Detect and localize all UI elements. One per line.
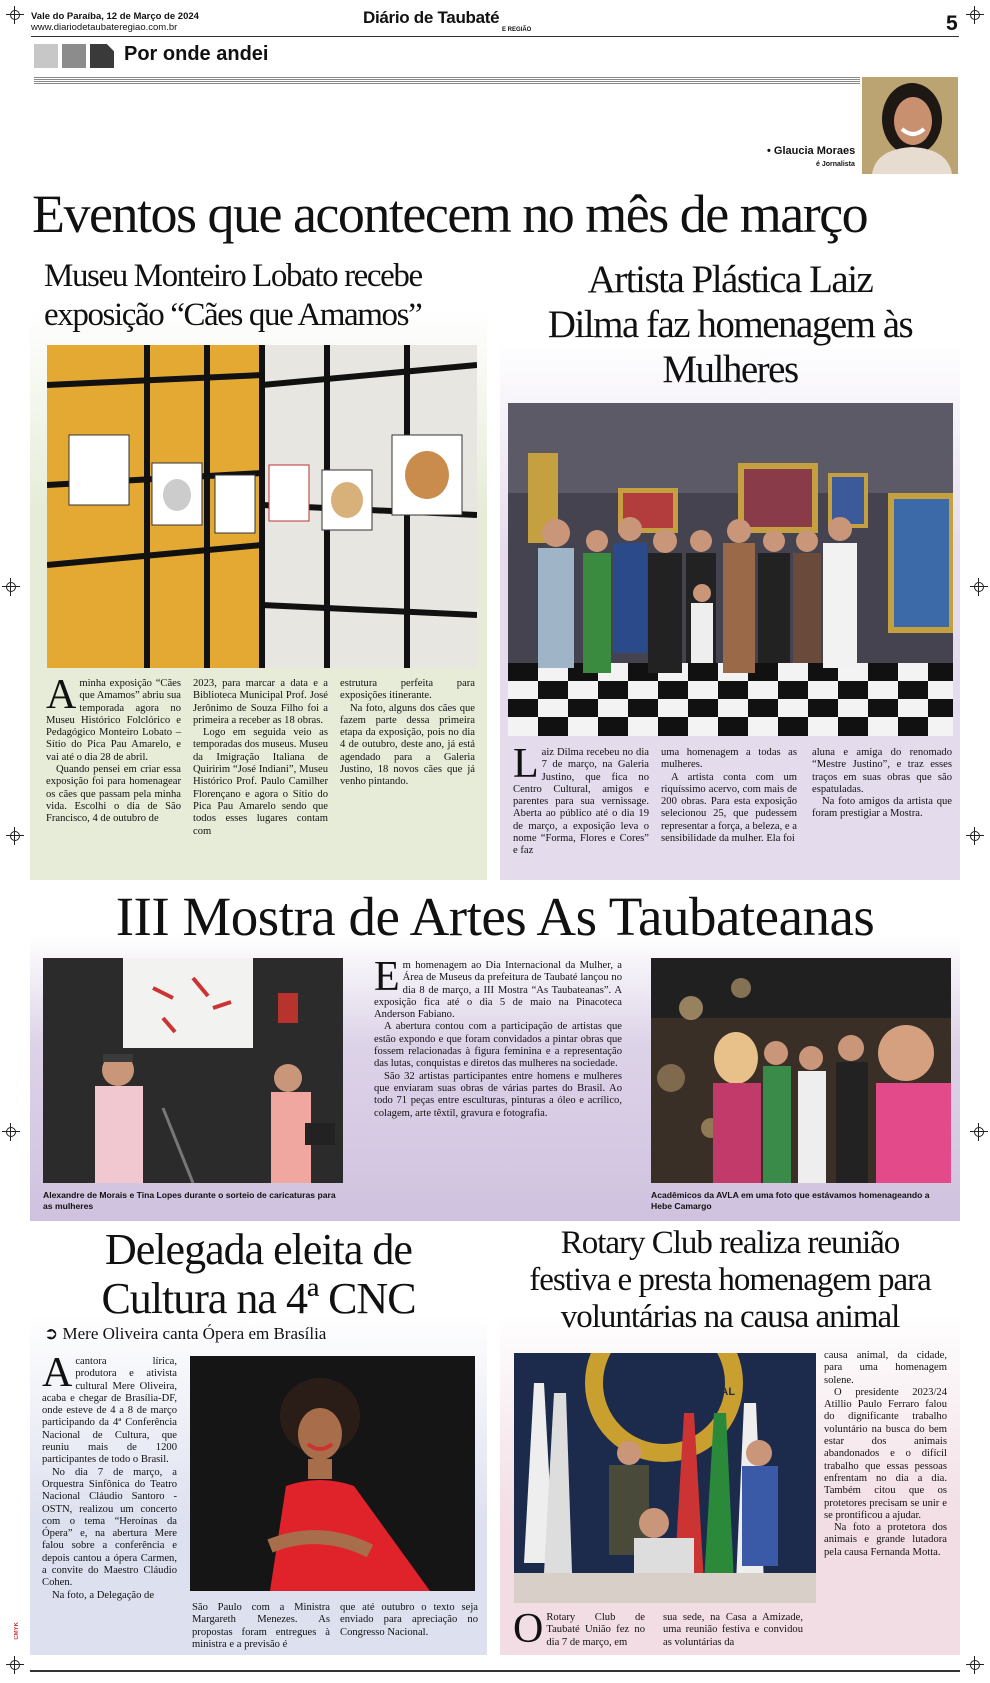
museu-headline: Museu Monteiro Lobato recebe exposição “Cães que Amamos” xyxy=(44,258,422,333)
masthead-sub: E REGIÃO xyxy=(502,27,532,33)
delegada-col-1: A cantora lírica, produtora e ativista cultural Mere Oliveira, acaba e chegar de Brasília-DF, onde esteve de 4 a 8 de março participando da 4ª Conferência Nacional de Cultura, que reuniu mais de 1200 participantes de todo o Brasil. No dia 7 de março, a Orquestra Sinfônica do Teatro Nacional Cláudio Santoro - OSTN, realizou um concerto com o tema “Heroínas da Ópera” e, na abertura Mere falou sobre a conferência e depois cantou a ópera Carmen, a convite do Maestro Cláudio Cohen. Na foto, a Delegação de xyxy=(42,1350,177,1601)
museu-dropcap: A xyxy=(46,672,77,718)
delegada-kicker: ➲ Mere Oliveira canta Ópera em Brasília xyxy=(44,1324,327,1343)
registration-mark xyxy=(966,1656,984,1674)
columnist-name: • Glaucia Moraes xyxy=(767,145,856,157)
section-title: Por onde andei xyxy=(124,43,269,65)
museu-col-1: A minha exposição “Cães que Amamos” abriu sua temporada agora no Museu Histórico Folclórico e Pedagógico Monteiro Lobato – Sítio do Pica Pau Amarelo, e vai até o dia 28 de abril. Quando pensei em criar essa exposição foi para homenagear os cães que passam pela minha vida. Escolhi o dia de São Francisco, 4 de outubro de xyxy=(46,672,181,825)
rotary-photo xyxy=(514,1353,816,1603)
museu-photo xyxy=(47,345,477,668)
laiz-col-3: aluna e amiga do renomado “Mestre Justino”, e traz esses traços em suas obras que são espatuladas. Na foto amigos da artista que foram prestigiar a Mostra. xyxy=(812,747,952,820)
museu-col-2: 2023, para marcar a data e a Biblioteca Municipal Prof. José Jerônimo de Souza Filho foi a primeira a receber as 18 obras. Logo em seguida veio as temporadas dos museus. Museu da Imigração Italiana de Quiririm “José Indiani”, Museu Histórico Prof. Paulo Camilher Florençano e agora o Sítio do Pica Pau Amarelo sendo que todos esses lugares contam com xyxy=(193,678,328,837)
mostra-caption-right: Acadêmicos da AVLA em uma foto que estávamos homenageando a Hebe Camargo xyxy=(651,1190,930,1211)
registration-mark xyxy=(970,578,988,596)
laiz-photo xyxy=(508,403,953,736)
registration-mark xyxy=(966,827,984,845)
footer-rule xyxy=(30,1670,960,1672)
registration-mark xyxy=(966,6,984,24)
delegada-photo xyxy=(190,1356,475,1591)
masthead: Diário de Taubaté xyxy=(363,8,500,27)
rotary-col-3: causa animal, da cidade, para uma homenagem solene. O presidente 2023/24 Atillio Paulo Ferraro falou do dignificante trabalho voluntário na busca do bem estar dos animais abandonados e o difícil trabalho que essas pessoas enfrentam no dia a dia. Também citou que os protetores precisam se unir e se prontificou a ajudar. Na foto a protetora dos animais e grande lutadora pela causa Fernanda Motta. xyxy=(824,1350,947,1558)
mostra-photo-right xyxy=(651,958,951,1183)
print-color-mark: CMYK xyxy=(14,1622,20,1640)
rotary-headline: Rotary Club realiza reunião festiva e presta homenagem para voluntárias na causa animal xyxy=(529,1225,931,1335)
mostra-photo-left xyxy=(43,958,343,1183)
registration-mark xyxy=(2,578,20,596)
laiz-col-2: uma homenagem a todas as mulheres. A artista conta com um riquíssimo acervo, com mais de 200 obras. Para esta exposição selecionou 25, que pudessem representar a força, a beleza, e a sensibilidade da mulher. Ela foi xyxy=(661,747,797,845)
registration-mark xyxy=(2,1123,20,1141)
delegada-col-3: que até outubro o texto seja enviado para apreciação no Congresso Nacional. xyxy=(340,1602,478,1638)
delegada-headline: Delegada eleita de Cultura na 4ª CNC xyxy=(101,1225,416,1323)
header-rule xyxy=(31,36,959,37)
main-title: Eventos que acontecem no mês de março xyxy=(32,184,868,244)
museu-col-3: estrutura perfeita para exposições itinerante. Na foto, alguns dos cães que fazem parte dessa primeira etapa da exposição, pois no dia 4 de outubro, deste ano, já está agendado para a Galeria Justino, 18 novos cães que já venho pintando. xyxy=(340,678,475,788)
registration-mark xyxy=(6,6,24,24)
laiz-headline: Artista Plástica Laiz Dilma faz homenagem às Mulheres xyxy=(547,258,913,391)
rotary-col-2: sua sede, na Casa a Amizade, uma reunião festiva e convidou as voluntárias da xyxy=(663,1612,803,1648)
columnist-role: é Jornalista xyxy=(816,161,855,168)
section-stripe xyxy=(34,77,860,85)
mostra-dropcap: E xyxy=(374,954,400,1000)
section-square-mid xyxy=(62,44,86,68)
mostra-text: E m homenagem ao Dia Internacional da Mulher, a Área de Museus da prefeitura de Taubaté lançou no dia 8 de março, a III Mostra “As Taubateanas”. A exposição fica até o dia 5 de maio na Pinacoteca Anderson Fabiano. A abertura contou com a participação de artistas que estão expondo e que foram convidados a pintar obras que fossem relacionadas à figura feminina e a representação das lutas, conquistas e diretos das mulheres na sociedade. São 32 artistas participantes entre homens e mulheres que enviaram suas obras de várias partes do Brasil. Ao todo 71 peças entre esculturas, pinturas a óleo e acrílico, colagem, arte têxtil, gravura e fotografia. xyxy=(374,954,622,1119)
rotary-dropcap: O xyxy=(513,1606,544,1652)
rotary-banner-text: INTERNACIONAL xyxy=(644,1386,736,1398)
mostra-headline: III Mostra de Artes As Taubateanas xyxy=(115,886,875,947)
section-square-dark xyxy=(90,44,114,68)
laiz-col-1: L aiz Dilma recebeu no dia 7 de março, na Galeria Justino, que fica no Centro Cultural, amigos e parentes para sua vernissage. Aberta ao público até o dia 19 de março, a exposição leva o nome “Forma, Flores e Cores” e faz xyxy=(513,741,649,857)
registration-mark xyxy=(6,1656,24,1674)
delegada-dropcap: A xyxy=(42,1350,73,1396)
page-number: 5 xyxy=(946,12,958,35)
delegada-col-2: São Paulo com a Ministra Margareth Menezes. As propostas foram entregues à ministra e a previsão é xyxy=(192,1602,330,1650)
rotary-col-1: O Rotary Club de Taubaté União fez no dia 7 de março, em xyxy=(513,1606,645,1652)
laiz-dropcap: L xyxy=(513,741,539,787)
date-line: Vale do Paraíba, 12 de Março de 2024 xyxy=(31,11,199,22)
registration-mark xyxy=(970,1123,988,1141)
columnist-photo xyxy=(862,77,958,174)
section-square-light xyxy=(34,44,58,68)
registration-mark xyxy=(6,827,24,845)
mostra-caption-left: Alexandre de Morais e Tina Lopes durante o sorteio de caricaturas para as mulheres xyxy=(43,1190,336,1211)
site-url[interactable]: www.diariodetaubateregiao.com.br xyxy=(31,22,178,33)
